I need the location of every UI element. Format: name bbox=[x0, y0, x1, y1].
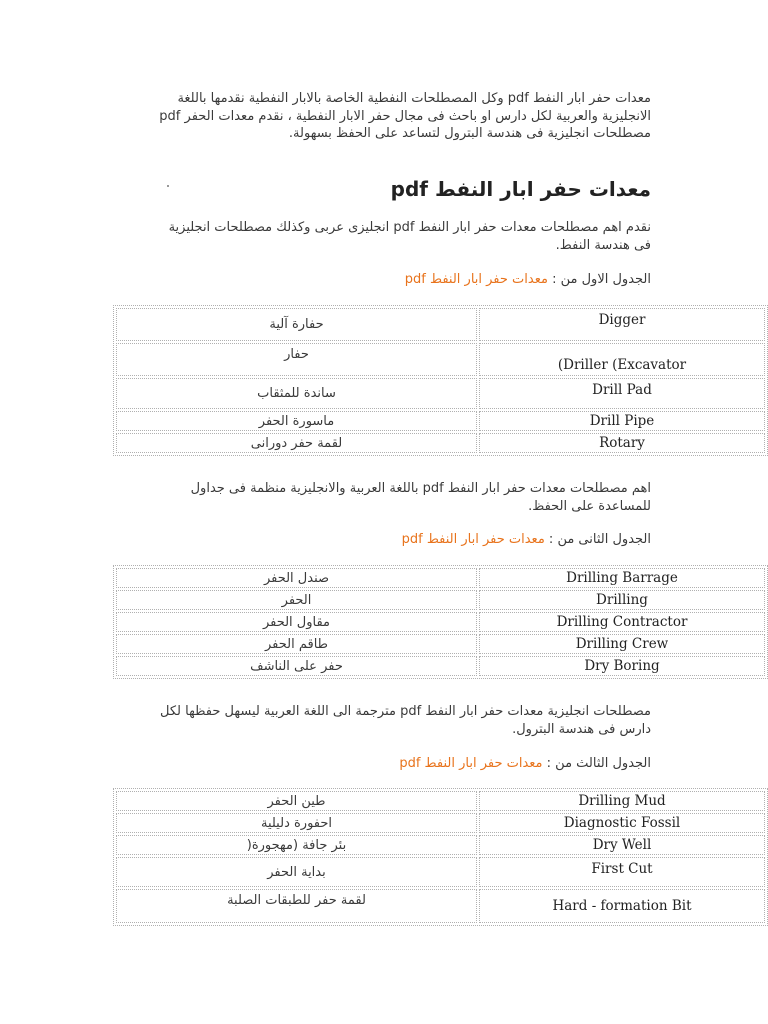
table-row bbox=[116, 835, 765, 855]
table-row bbox=[116, 656, 765, 676]
table-row bbox=[116, 813, 765, 833]
english-term: Hard - formation Bit bbox=[479, 889, 765, 923]
arabic-term: ساندة للمثقاب bbox=[116, 378, 477, 409]
english-term: Dry Boring bbox=[479, 656, 765, 676]
arabic-term: طاقم الحفر bbox=[116, 634, 477, 654]
caption-link[interactable]: معدات حفر ابار النفط pdf bbox=[399, 756, 543, 771]
arabic-term: لقمة حفر دورانى bbox=[116, 433, 477, 453]
caption-link[interactable]: معدات حفر ابار النفط pdf bbox=[401, 532, 545, 547]
arabic-term: حفر على الناشف bbox=[116, 656, 477, 676]
table-caption-1 bbox=[300, 271, 651, 289]
english-term: Rotary bbox=[479, 433, 765, 453]
english-term: First Cut bbox=[479, 857, 765, 887]
arabic-term: بئر جافة (مهجورة( bbox=[116, 835, 477, 855]
table-row bbox=[116, 889, 765, 923]
paragraph-2: اهم مصطلحات معدات حفر ابار النفط pdf باللغة العربية والانجليزية منظمة فى جداول للمساعدة على الحفظ. bbox=[190, 481, 651, 514]
intro-paragraph: معدات حفر ابار النفط pdf وكل المصطلحات النفطية الخاصة بالابار النفطية نقدمها باللغة الانجليزية والعربية لكل دارس او باحث فى مجال حفر الابار النفطية ، نقدم معدات الحفر pdf مصطلحات انجليزية فى هندسة البترول لتساعد على الحفظ بسهولة. bbox=[159, 91, 651, 141]
table-row bbox=[116, 791, 765, 811]
english-term: Drilling Contractor bbox=[479, 612, 765, 632]
page-heading: معدات حفر ابار النفط pdf bbox=[390, 177, 651, 201]
paragraph-1: نقدم اهم مصطلحات معدات حفر ابار النفط pdf انجليزى عربى وكذلك مصطلحات انجليزية فى هندسة النفط. bbox=[168, 220, 651, 253]
caption-prefix: الجدول الثانى من : bbox=[544, 532, 651, 547]
table-row bbox=[116, 857, 765, 887]
terms-table-3 bbox=[113, 788, 768, 926]
english-term: Drill Pad bbox=[479, 378, 765, 409]
table-row bbox=[116, 634, 765, 654]
arabic-term: صندل الحفر bbox=[116, 568, 477, 588]
english-term: (Driller (Excavator bbox=[479, 343, 765, 376]
table-row bbox=[116, 568, 765, 588]
table-row bbox=[116, 343, 765, 376]
table-row bbox=[116, 411, 765, 431]
paragraph-3: مصطلحات انجليزية معدات حفر ابار النفط pdf مترجمة الى اللغة العربية ليسهل حفظها لكل دارس فى هندسة البترول. bbox=[160, 704, 651, 737]
english-term: Drilling Barrage bbox=[479, 568, 765, 588]
terms-table-2 bbox=[113, 565, 768, 679]
english-term: Drill Pipe bbox=[479, 411, 765, 431]
english-term: Diagnostic Fossil bbox=[479, 813, 765, 833]
stray-dot bbox=[167, 185, 169, 187]
arabic-term: حفارة آلية bbox=[116, 308, 477, 341]
table-row bbox=[116, 308, 765, 341]
english-term: Drilling Mud bbox=[479, 791, 765, 811]
english-term: Digger bbox=[479, 308, 765, 341]
table-row bbox=[116, 612, 765, 632]
caption-prefix: الجدول الاول من : bbox=[547, 272, 651, 287]
arabic-term: طين الحفر bbox=[116, 791, 477, 811]
arabic-term: حفار bbox=[116, 343, 477, 376]
arabic-term: مقاول الحفر bbox=[116, 612, 477, 632]
arabic-term: احفورة دليلية bbox=[116, 813, 477, 833]
table-caption-3 bbox=[300, 755, 651, 773]
terms-table-1 bbox=[113, 305, 768, 456]
table-row bbox=[116, 433, 765, 453]
table-row bbox=[116, 378, 765, 409]
english-term: Dry Well bbox=[479, 835, 765, 855]
table-caption-2 bbox=[300, 531, 651, 549]
english-term: Drilling Crew bbox=[479, 634, 765, 654]
arabic-term: الحفر bbox=[116, 590, 477, 610]
table-row bbox=[116, 590, 765, 610]
arabic-term: ماسورة الحفر bbox=[116, 411, 477, 431]
caption-prefix: الجدول الثالث من : bbox=[542, 756, 651, 771]
arabic-term: بداية الحفر bbox=[116, 857, 477, 887]
arabic-term: لقمة حفر للطبقات الصلبة bbox=[116, 889, 477, 923]
caption-link[interactable]: معدات حفر ابار النفط pdf bbox=[404, 272, 548, 287]
english-term: Drilling bbox=[479, 590, 765, 610]
